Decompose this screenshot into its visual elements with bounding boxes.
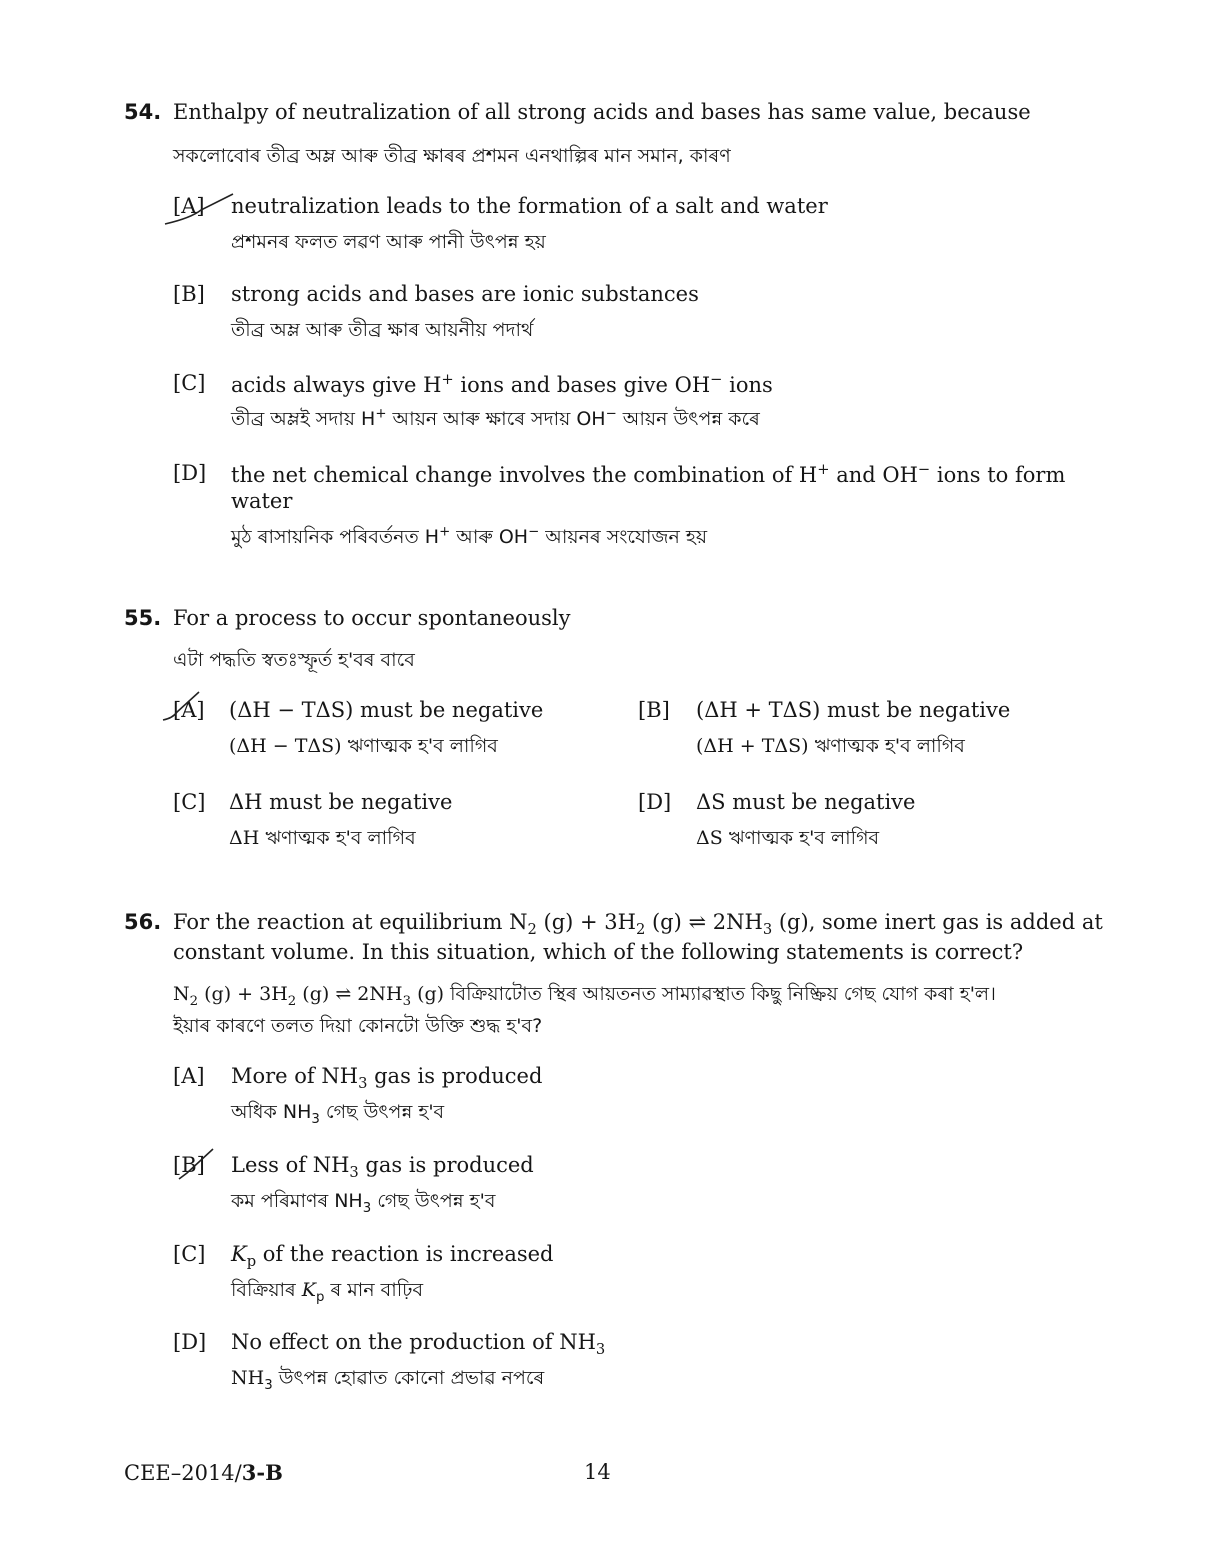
- option-c[interactable]: [173, 1242, 873, 1312]
- option-c[interactable]: [173, 790, 613, 860]
- option-text-en: No effect on the production of $NH_3$: [231, 1330, 606, 1359]
- question-text-en: For a process to occur spontaneously: [173, 606, 571, 630]
- option-text-en: ΔS must be negative: [696, 790, 916, 814]
- option-d[interactable]: [638, 790, 1078, 860]
- option-text-en: neutralization leads to the formation of a salt and water: [231, 194, 828, 218]
- option-text-bn: ΔH ঋণাত্মক হ'ব লাগিব: [229, 827, 416, 849]
- option-text-en: (ΔH + TΔS) must be negative: [696, 698, 1011, 722]
- question-text-bn-cont: ইয়াৰ কাৰণে তলত দিয়া কোনটো উক্তি শুদ্ধ হ'ব?: [173, 1015, 543, 1037]
- option-label: [A]: [173, 698, 205, 722]
- option-c[interactable]: [173, 371, 1073, 441]
- question-number: 55.: [124, 606, 162, 630]
- page-number: 14: [584, 1460, 611, 1484]
- option-label: [D]: [173, 1330, 207, 1354]
- question-55: [124, 606, 1114, 866]
- option-text-bn: $NH_3$ উৎপন্ন হোৱাত কোনো প্ৰভাৱ নপৰে: [231, 1367, 545, 1393]
- question-text-en: For the reaction at equilibrium $N_2$ $(g) + 3H_2$ (g) ⇌ $2NH_3$ (g), some inert gas is added at: [173, 910, 1103, 939]
- option-a[interactable]: [173, 194, 1073, 264]
- option-text-bn: (ΔH − TΔS) ঋণাত্মক হ'ব লাগিব: [229, 735, 498, 757]
- option-a[interactable]: [173, 698, 613, 768]
- option-d[interactable]: [173, 461, 1113, 561]
- option-text-bn: তীব্ৰ অম্ল আৰু তীব্ৰ ক্ষাৰ আয়নীয় পদাৰ্থ: [231, 319, 534, 341]
- option-a[interactable]: [173, 1064, 873, 1134]
- question-text-en-cont: constant volume. In this situation, which of the following statements is correct?: [173, 940, 1024, 964]
- option-text-en: Less of $NH_3$ gas is produced: [231, 1153, 534, 1182]
- option-text-en: the net chemical change involves the combination of H+ and OH− ions to form: [231, 461, 1066, 487]
- checkmark-icon: [159, 690, 219, 730]
- equilibrium-equation: $N_2$ $(g) + 3H_2$ (g) ⇌ $2NH_3$ (g): [509, 910, 809, 939]
- question-54: [124, 100, 1114, 560]
- paper-code: CEE–2014/3-B: [124, 1460, 283, 1485]
- question-text-bn: সকলোবোৰ তীব্ৰ অম্ল আৰু তীব্ৰ ক্ষাৰৰ প্ৰশমন এনথাল্পিৰ মান সমান, কাৰণ: [173, 145, 731, 167]
- option-text-bn: প্ৰশমনৰ ফলত লৱণ আৰু পানী উৎপন্ন হয়: [231, 231, 546, 253]
- question-56: [124, 910, 1114, 1400]
- option-label: [A]: [173, 194, 205, 218]
- option-label: [B]: [173, 282, 205, 306]
- question-number: 54.: [124, 100, 162, 124]
- question-text-bn: $N_2$ $(g) + 3H_2$ (g) ⇌ $2NH_3$ (g) বিক্ৰিয়াটোত স্থিৰ আয়তনত সাম্যাৱস্থাত কিছু নিষ্ক্ৰিয় গেছ যোগ কৰা হ'ল।: [173, 983, 996, 1009]
- checkmark-icon: [161, 192, 241, 232]
- question-text-bn: এটা পদ্ধতি স্বতঃস্ফূৰ্ত হ'বৰ বাবে: [173, 649, 415, 671]
- question-text-en: Enthalpy of neutralization of all strong acids and bases has same value, because: [173, 100, 1031, 124]
- option-text-bn: তীব্ৰ অম্লই সদায় H+ আয়ন আৰু ক্ষাৰে সদায় OH− আয়ন উৎপন্ন কৰে: [231, 406, 760, 430]
- option-text-en-cont: water: [231, 489, 293, 513]
- option-b[interactable]: [638, 698, 1078, 768]
- option-label: [B]: [173, 1153, 205, 1177]
- checkmark-icon: [173, 1147, 233, 1187]
- option-label: [C]: [173, 790, 206, 814]
- option-text-bn: মুঠ ৰাসায়নিক পৰিবৰ্তনত H+ আৰু OH− আয়নৰ সংযোজন হয়: [231, 524, 708, 548]
- option-text-bn: কম পৰিমাণৰ $NH_3$ গেছ উৎপন্ন হ'ব: [231, 1190, 496, 1216]
- question-number: 56.: [124, 910, 162, 934]
- option-text-bn: অধিক $NH_3$ গেছ উৎপন্ন হ'ব: [231, 1101, 445, 1127]
- option-label: [C]: [173, 1242, 206, 1266]
- option-label: [D]: [638, 790, 672, 814]
- option-label: [C]: [173, 371, 206, 395]
- option-label: [B]: [638, 698, 670, 722]
- option-text-bn: বিক্ৰিয়াৰ $K_p$ ৰ মান বাঢ়িব: [231, 1279, 424, 1305]
- option-text-en: strong acids and bases are ionic substances: [231, 282, 699, 306]
- option-b[interactable]: [173, 1153, 873, 1223]
- option-label: [D]: [173, 461, 207, 485]
- option-text-en: (ΔH − TΔS) must be negative: [229, 698, 544, 722]
- option-text-en: acids always give H+ ions and bases give OH− ions: [231, 371, 773, 397]
- option-text-en: $K_p$ of the reaction is increased: [231, 1242, 554, 1271]
- option-d[interactable]: [173, 1330, 873, 1400]
- option-label: [A]: [173, 1064, 205, 1088]
- option-text-bn: (ΔH + TΔS) ঋণাত্মক হ'ব লাগিব: [696, 735, 965, 757]
- option-text-en: ΔH must be negative: [229, 790, 453, 814]
- option-text-bn: ΔS ঋণাত্মক হ'ব লাগিব: [696, 827, 880, 849]
- option-b[interactable]: [173, 282, 1073, 352]
- option-text-en: More of $NH_3$ gas is produced: [231, 1064, 543, 1093]
